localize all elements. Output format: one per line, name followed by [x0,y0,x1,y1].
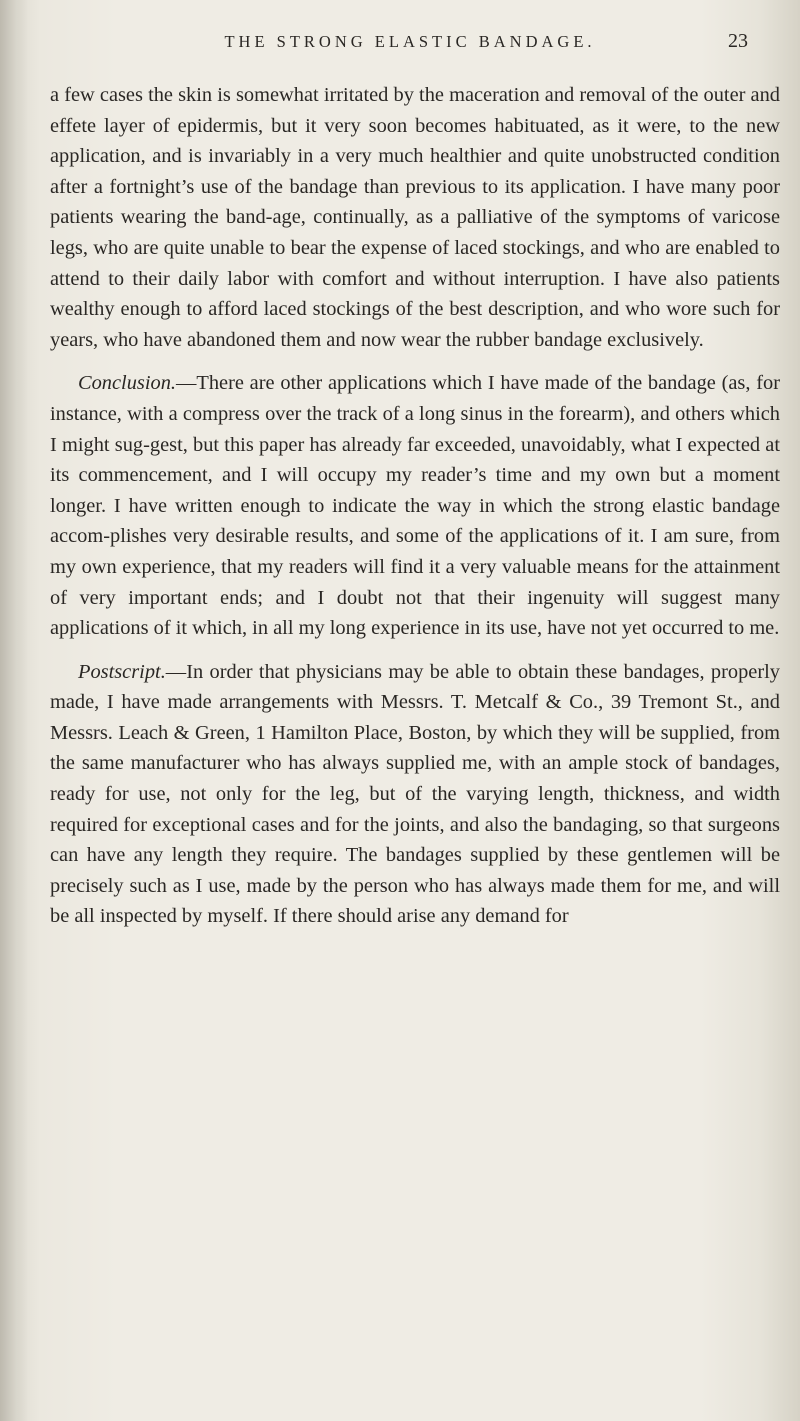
body-text [50,80,780,932]
section-heading-postscript: Postscript. [78,660,166,683]
page-gutter-shadow [0,0,28,1421]
paragraph-text: —In order that physicians may be able to obtain these bandages, properly made, I have made arrangements with Messrs. T. Metcalf & Co., 39 Tremont St., and Messrs. Leach & Green, 1 Hamilton Place, Boston, by which they will be supplied, from the same manufacturer who has always supplied me, with an ample stock of bandages, ready for use, not only for the leg, but of the varying length, thickness, and width required for exceptional cases and for the joints, and also the bandaging, so that surgeons can have any length they require. The bandages supplied by these gentlemen will be precisely such as I use, made by the person who has always made them for me, and will be all inspected by myself. If there should arise any demand for [50,660,780,928]
running-head: THE STRONG ELASTIC BANDAGE. [224,32,596,51]
paragraph-conclusion [50,368,780,643]
paragraph-text: —There are other applications which I have made of the bandage (as, for instance, with a compress over the track of a long sinus in the forearm), and others which I might sug-gest, but this paper has already far exceeded, unavoidably, what I expected at its commencement, and I will occupy my reader’s time and my own but a moment longer. I have written enough to indicate the way in which the strong elastic bandage accom-plishes very desirable results, and some of the applications of it. I am sure, from my own experience, that my readers will find it a very valuable means for the attainment of very important ends; and I doubt not that their ingenuity will suggest many applications of it which, in all my long experience in its use, have not yet occurred to me. [50,372,780,640]
section-heading-conclusion: Conclusion. [78,372,176,395]
paragraph-text: a few cases the skin is somewhat irritated by the maceration and removal of the outer and effete layer of epidermis, but it very soon becomes habituated, as it were, to the new application, and is invariably in a very much healthier and quite unobstructed condition after a fortnight’s use of the bandage than previous to its application. I have many poor patients wearing the band-age, continually, as a palliative of the symptoms of varicose legs, who are quite unable to bear the expense of laced stockings, and who are enabled to attend to their daily labor with comfort and without interruption. I have also patients wealthy enough to afford laced stockings of the best description, and who wore such for years, who have abandoned them and now wear the rubber bandage exclusively. [50,84,780,351]
paragraph-postscript [50,657,780,932]
paragraph [50,80,780,355]
page-number: 23 [728,30,748,52]
